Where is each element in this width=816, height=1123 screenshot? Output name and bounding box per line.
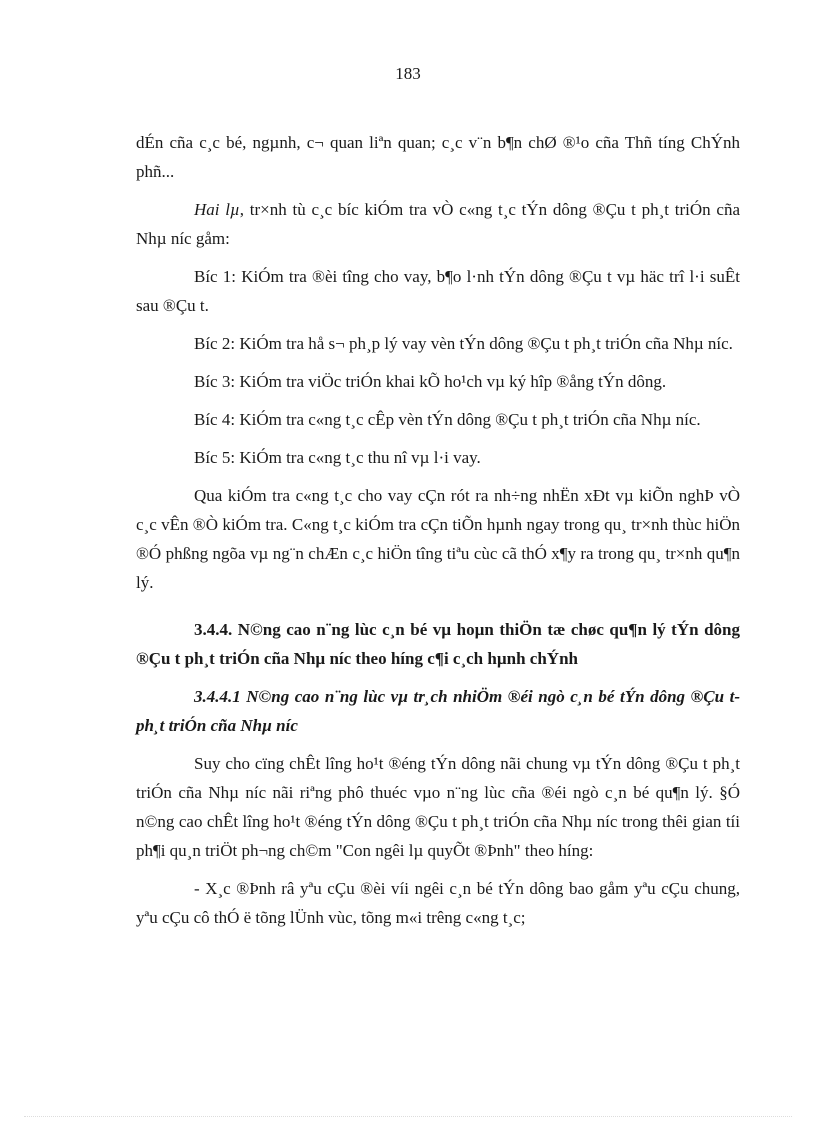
paragraph-2-rest: , tr×nh tù c¸c bíc kiÓm tra vÒ c«ng t¸c tÝn dông ®Çu t ph¸t triÓn cña Nhµ níc gåm: [136, 200, 740, 248]
page-body [136, 128, 740, 941]
paragraph-requirements: - X¸c ®Þnh râ yªu cÇu ®èi víi ngêi c¸n bé tÝn dông bao gåm yªu cÇu chung, yªu cÇu cô thÓ ë tõng lÜnh vùc, tõng m«i trêng c«ng t¸c; [136, 879, 740, 927]
subsection-heading-3-4-4-1: 3.4.4.1 N©ng cao n¨ng lùc vµ tr¸ch nhiÖm ®éi ngò c¸n bé tÝn dông ®Çu t ph¸t triÓn cña Nhµ níc [136, 687, 740, 735]
step-1: Bíc 1: KiÓm tra ®èi tîng cho vay, b¶o l·nh tÝn dông ®Çu t vµ häc trî l·i suÊt sau ®Çu t. [136, 267, 740, 315]
paragraph-conclusion: Qua kiÓm tra c«ng t¸c cho vay cÇn rót ra nh÷ng nhËn xÐt vµ kiÕn nghÞ vÒ c¸c vÊn ®Ò kiÓm tra. C«ng t¸c kiÓm tra cÇn tiÕn hµnh ngay trong qu¸ tr×nh thùc hiÖn ®Ó phßng ngõa vµ ng¨n chÆn c¸c hiÖn tîng tiªu cùc cã thÓ x¶y ra trong qu¸ tr×nh qu¶n lý. [136, 486, 740, 592]
paragraph-2-lead: Hai lµ [194, 200, 240, 219]
section-heading-3-4-4: 3.4.4. N©ng cao n¨ng lùc c¸n bé vµ hoµn thiÖn tæ chøc qu¶n lý tÝn dông ®Çu t ph¸t triÓn cña Nhµ níc theo híng c¶i c¸ch hµnh chÝnh [136, 620, 740, 668]
step-5: Bíc 5: KiÓm tra c«ng t¸c thu nî vµ l·i vay. [194, 448, 481, 467]
step-3: Bíc 3: KiÓm tra viÖc triÓn khai kÕ ho¹ch vµ ký hîp ®ång tÝn dông. [194, 372, 667, 391]
paragraph-1: dÉn cña c¸c bé, ngµnh, c¬ quan liªn quan; c¸c v¨n b¶n chØ ®¹o cña Thñ tíng ChÝnh phñ... [136, 133, 740, 181]
paragraph-quality: Suy cho cïng chÊt lîng ho¹t ®éng tÝn dông nãi chung vµ tÝn dông ®Çu t ph¸t triÓn cña Nhµ níc nãi riªng phô thuéc vµo n¨ng lùc cña ®éi ngò c¸n bé qu¶n lý. §Ó n©ng cao chÊt lîng ho¹t ®éng tÝn dông ®Çu t ph¸t triÓn cña Nhµ níc trong thêi gian tíi ph¶i qu¸n triÖt ph¬ng ch©m "Con ngêi lµ quyÕt ®Þnh" theo híng: [136, 754, 740, 860]
paragraph-2 [136, 195, 740, 253]
step-4: Bíc 4: KiÓm tra c«ng t¸c cÊp vèn tÝn dông ®Çu t ph¸t triÓn cña Nhµ níc. [194, 410, 701, 429]
page-number: 183 [395, 64, 421, 83]
step-2: Bíc 2: KiÓm tra hå s¬ ph¸p lý vay vèn tÝn dông ®Çu t ph¸t triÓn cña Nhµ níc. [194, 334, 733, 353]
page-bottom-divider [24, 1116, 792, 1117]
